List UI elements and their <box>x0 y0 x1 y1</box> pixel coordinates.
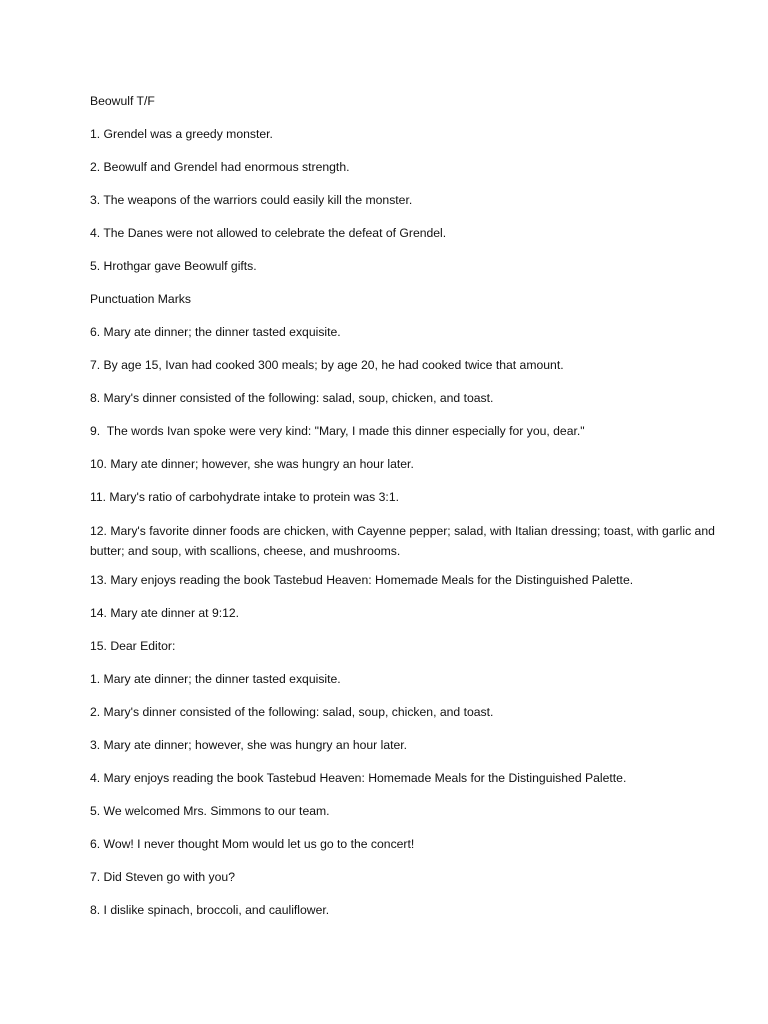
section-heading-punctuation: Punctuation Marks <box>90 292 191 306</box>
list-item: 8. Mary's dinner consisted of the following: salad, soup, chicken, and toast. <box>90 391 494 405</box>
list-item: 2. Mary's dinner consisted of the following: salad, soup, chicken, and toast. <box>90 705 494 719</box>
list-item: 3. The weapons of the warriors could easily kill the monster. <box>90 193 413 207</box>
list-item: 15. Dear Editor: <box>90 639 176 653</box>
list-item: 3. Mary ate dinner; however, she was hungry an hour later. <box>90 738 408 752</box>
list-item: 6. Mary ate dinner; the dinner tasted exquisite. <box>90 325 341 339</box>
list-item: 8. I dislike spinach, broccoli, and cauliflower. <box>90 903 330 917</box>
list-item: 2. Beowulf and Grendel had enormous strength. <box>90 160 350 174</box>
list-item: 12. Mary's favorite dinner foods are chicken, with Cayenne pepper; salad, with Italian dressing; toast, with garlic and butter; and soup, with scallions, cheese, and mushrooms. <box>90 524 719 558</box>
list-item: 10. Mary ate dinner; however, she was hungry an hour later. <box>90 457 414 471</box>
list-item: 7. By age 15, Ivan had cooked 300 meals; by age 20, he had cooked twice that amount. <box>90 358 564 372</box>
section-heading-beowulf: Beowulf T/F <box>90 94 155 108</box>
document-body <box>90 92 730 934</box>
list-item: 1. Mary ate dinner; the dinner tasted exquisite. <box>90 672 341 686</box>
list-item: 4. The Danes were not allowed to celebrate the defeat of Grendel. <box>90 226 447 240</box>
list-item: 14. Mary ate dinner at 9:12. <box>90 606 240 620</box>
list-item: 7. Did Steven go with you? <box>90 870 235 884</box>
list-item: 11. Mary's ratio of carbohydrate intake to protein was 3:1. <box>90 490 399 504</box>
list-item: 4. Mary enjoys reading the book Tastebud Heaven: Homemade Meals for the Distinguished Palette. <box>90 771 627 785</box>
list-item: 5. Hrothgar gave Beowulf gifts. <box>90 259 257 273</box>
list-item: 6. Wow! I never thought Mom would let us go to the concert! <box>90 837 415 851</box>
list-item: 5. We welcomed Mrs. Simmons to our team. <box>90 804 330 818</box>
list-item: 13. Mary enjoys reading the book Tastebud Heaven: Homemade Meals for the Distinguished Palette. <box>90 573 634 587</box>
list-item: 1. Grendel was a greedy monster. <box>90 127 273 141</box>
list-item: 9. The words Ivan spoke were very kind: "Mary, I made this dinner especially for you, dear." <box>90 424 585 438</box>
